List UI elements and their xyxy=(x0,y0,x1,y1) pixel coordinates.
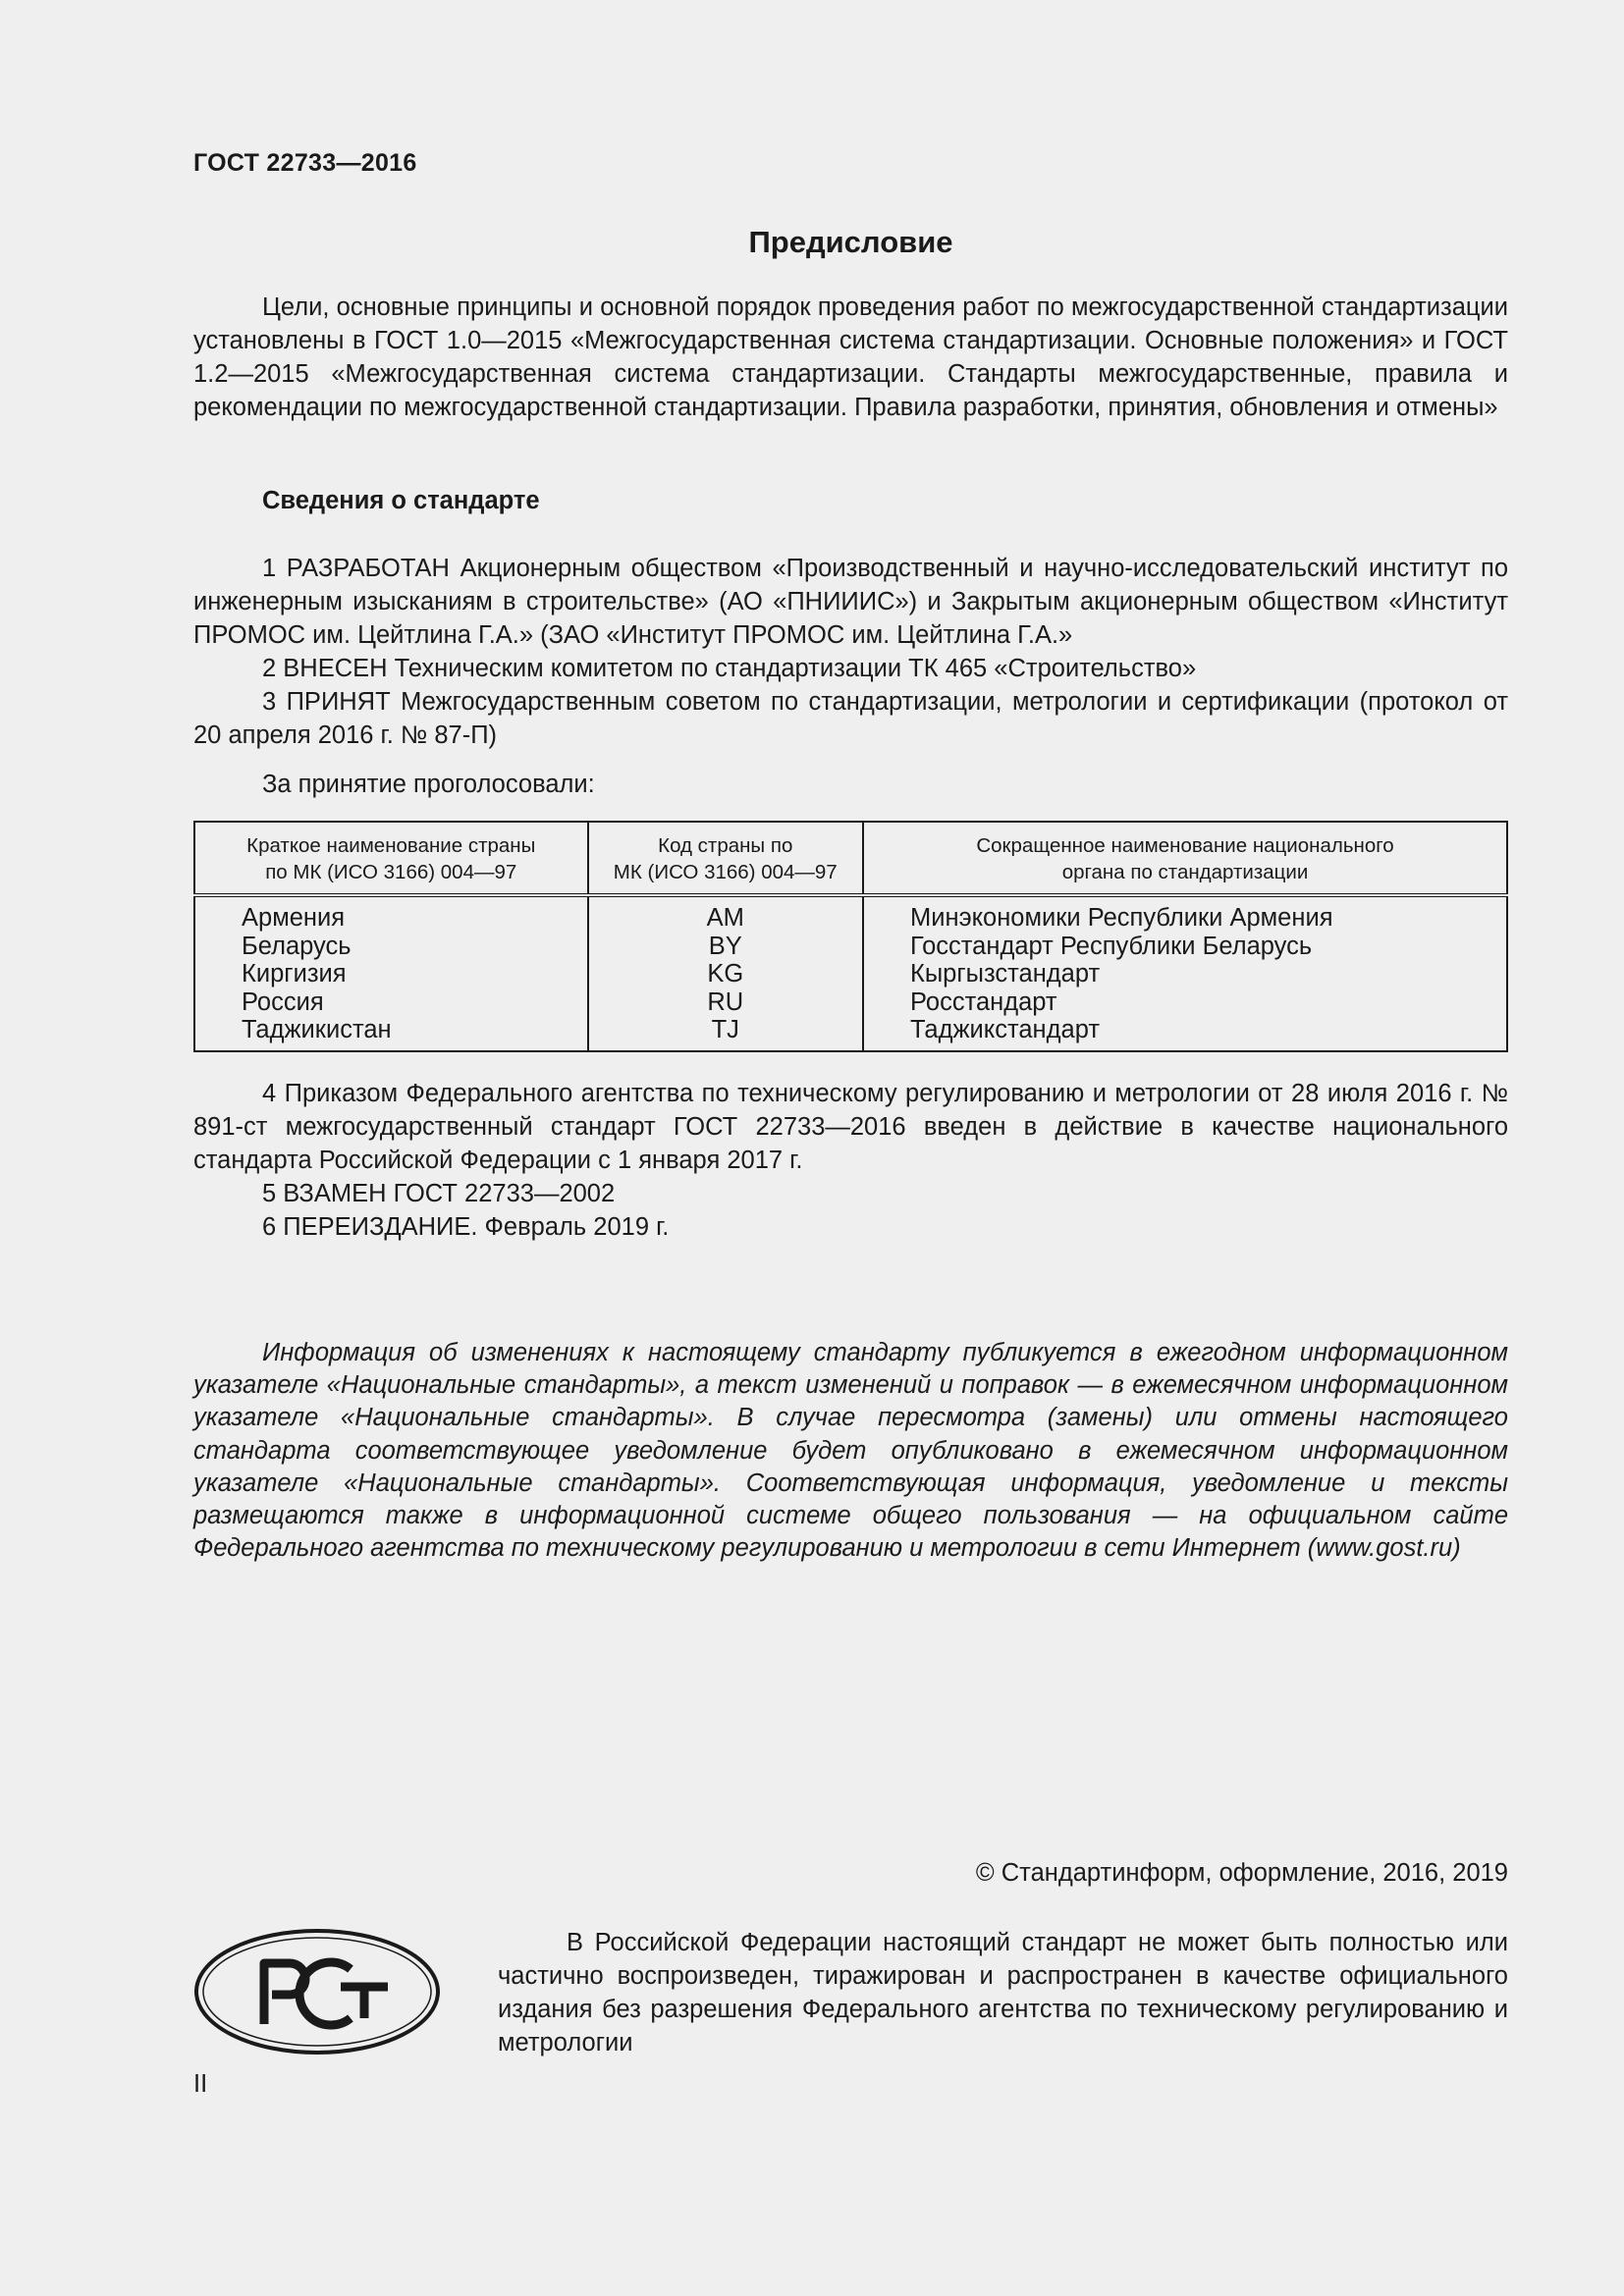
info-items-continued xyxy=(193,1077,1508,1244)
page-title: Предисловие xyxy=(748,225,953,259)
body-cell: Таджикстандарт xyxy=(910,1016,1101,1043)
body-cell: Минэкономики Республики Армения xyxy=(910,904,1333,932)
document-code: ГОСТ 22733—2016 xyxy=(193,149,417,177)
code-cell: BY xyxy=(708,932,742,960)
table-header-row xyxy=(194,822,1507,895)
body-cell: Госстандарт Республики Беларусь xyxy=(910,932,1313,960)
table-row xyxy=(194,895,1507,1051)
body-cell: Кыргызстандарт xyxy=(910,960,1101,988)
code-cell: KG xyxy=(707,960,744,988)
intro-paragraph: Цели, основные принципы и основной порядок проведения работ по межгосударственной стандартизации установлены в ГОСТ 1.0—2015 «Межгосударственная система стандартизации. Основные положения» и ГОСТ 1.2—2015 «Межгосударственная система стандартизации. Стандарты межгосударственные, правила и рекомендации по межгосударственной стандартизации. Правила разработки, принятия, обновления и отмены» xyxy=(193,294,1508,421)
country-cell: Россия xyxy=(242,988,324,1016)
info-item-2: 2 ВНЕСЕН Техническим комитетом по стандартизации ТК 465 «Строительство» xyxy=(262,655,1197,682)
column-header-code: Код страны по МК (ИСО 3166) 004—97 xyxy=(588,822,864,895)
info-item-3: 3 ПРИНЯТ Межгосударственным советом по стандартизации, метрологии и сертификации (протокол от 20 апреля 2016 г. № 87-П) xyxy=(193,688,1508,749)
code-cell: AM xyxy=(706,904,744,932)
country-cell: Киргизия xyxy=(242,960,347,988)
country-column xyxy=(194,895,588,1051)
column-header-country: Краткое наименование страны по МК (ИСО 3166) 004—97 xyxy=(194,822,588,895)
country-cell: Беларусь xyxy=(242,932,352,960)
copyright-line: © Стандартинформ, оформление, 2016, 2019 xyxy=(975,1859,1508,1887)
code-column xyxy=(588,895,864,1051)
info-item-5: 5 ВЗАМЕН ГОСТ 22733—2002 xyxy=(262,1180,616,1207)
gost-r-logo-icon xyxy=(193,1928,441,2056)
rights-paragraph: В Российской Федерации настоящий стандарт не может быть полностью или частично воспроизведен, тиражирован и распространен в качестве официального издания без разрешения Федерального агентства по техническому регулированию и метрологии xyxy=(498,1929,1508,2056)
info-heading: Сведения о стандарте xyxy=(262,487,540,514)
body-cell: Росстандарт xyxy=(910,988,1057,1016)
column-header-body: Сокращенное наименование национального органа по стандартизации xyxy=(863,822,1507,895)
info-item-1: 1 РАЗРАБОТАН Акционерным обществом «Производственный и научно-исследовательский институт по инженерным изысканиям в строительстве» (АО «ПНИИИС») и Закрытым акционерным обществом «Институт ПРОМОС им. Цейтлина Г.А.» (ЗАО «Институт ПРОМОС им. Цейтлина Г.А.» xyxy=(193,555,1508,649)
code-cell: TJ xyxy=(711,1016,739,1043)
code-cell: RU xyxy=(707,988,744,1016)
info-items xyxy=(193,552,1508,752)
amendments-notice: Информация об изменениях к настоящему стандарту публикуется в ежегодном информационном указателе «Национальные стандарты», а текст изменений и поправок — в ежемесячном информационном указателе «Национальные стандарты». В случае пересмотра (замены) или отмены настоящего стандарта соответствующее уведомление будет опубликовано в ежемесячном информационном указателе «Национальные стандарты». Соответствующая информация, уведомление и тексты размещаются также в информационной системе общего пользования — на официальном сайте Федерального агентства по техническому регулированию и метрологии в сети Интернет (www.gost.ru) xyxy=(193,1339,1508,1563)
vote-label: За принятие проголосовали: xyxy=(262,771,595,798)
member-states-table xyxy=(193,821,1508,1052)
body-column xyxy=(863,895,1507,1051)
country-cell: Армения xyxy=(242,904,346,932)
info-item-6: 6 ПЕРЕИЗДАНИЕ. Февраль 2019 г. xyxy=(262,1213,670,1241)
page-number: II xyxy=(193,2070,208,2098)
info-item-4: 4 Приказом Федерального агентства по техническому регулированию и метрологии от 28 июля 2016 г. № 891-ст межгосударственный стандарт ГОСТ 22733—2016 введен в действие в качестве национального стандарта Российской Федерации с 1 января 2017 г. xyxy=(193,1080,1508,1174)
country-cell: Таджикистан xyxy=(242,1016,392,1043)
